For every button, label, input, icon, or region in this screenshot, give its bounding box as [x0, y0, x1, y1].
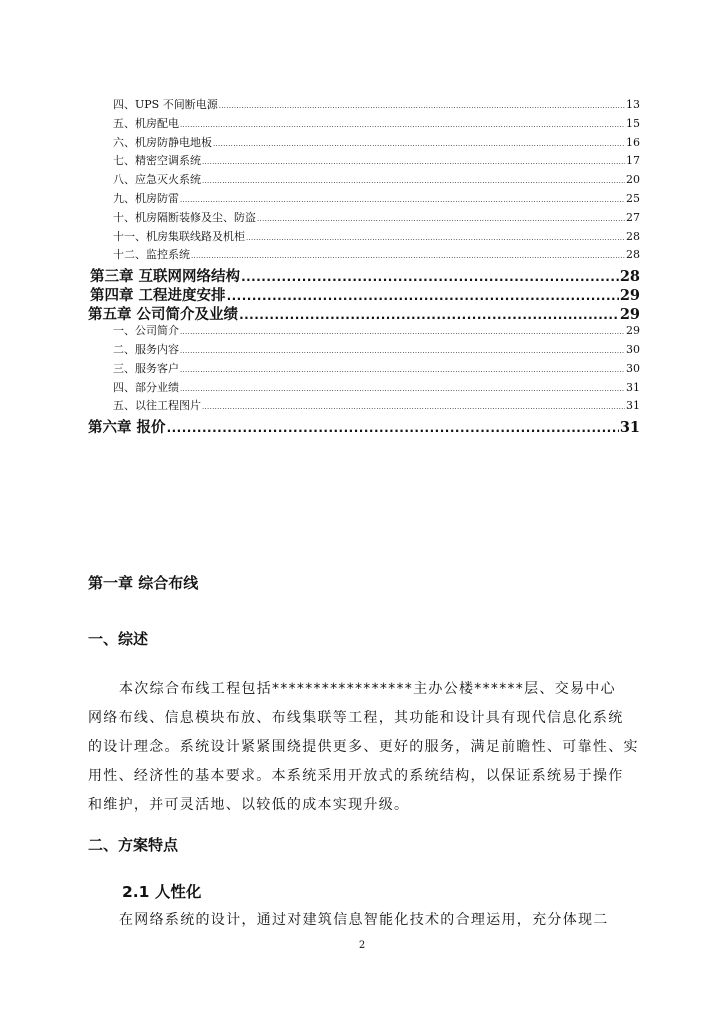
toc-entry-label: 七、精密空调系统: [113, 154, 201, 168]
toc-section-entry[interactable]: [88, 228, 640, 247]
toc-dot-leader: [219, 102, 625, 110]
toc-entry-page-number: 30: [626, 361, 640, 375]
toc-section-entry[interactable]: [88, 115, 640, 134]
toc-entry-page-number: 29: [619, 287, 640, 305]
toc-entry-page-number: 30: [626, 342, 640, 356]
paragraph-line: 和维护，并可灵活地、以较低的成本实现升级。: [88, 797, 410, 813]
toc-section-entry[interactable]: [88, 134, 640, 153]
toc-section-entry[interactable]: [88, 246, 640, 265]
toc-section-entry[interactable]: [88, 397, 640, 416]
toc-dot-leader: [180, 385, 625, 393]
toc-dot-leader: [180, 328, 625, 336]
toc-dot-leader: [257, 215, 625, 223]
toc-entry-page-number: 17: [626, 154, 640, 168]
toc-dot-leader: [246, 234, 625, 242]
toc-entry-page-number: 31: [626, 399, 640, 413]
toc-entry-label: 九、机房防雷: [113, 191, 179, 205]
toc-dot-leader: [191, 252, 625, 260]
toc-entry-label: 八、应急灭火系统: [113, 173, 201, 187]
toc-dot-leader: [213, 140, 625, 148]
toc-entry-page-number: 15: [626, 116, 640, 130]
toc-entry-page-number: 31: [626, 380, 640, 394]
toc-entry-page-number: 31: [619, 419, 640, 437]
toc-entry-label: 一、公司简介: [113, 324, 179, 338]
toc-section-entry[interactable]: [88, 171, 640, 190]
chapter-title: 第一章 综合布线: [88, 574, 199, 592]
page-number: 2: [358, 940, 366, 951]
paragraph-line: 本次综合布线工程包括*****************主办公楼******层、交易中心: [119, 681, 616, 697]
toc-section-entry[interactable]: [88, 190, 640, 209]
toc-dot-leader: [239, 308, 619, 322]
toc-dot-leader: [202, 403, 625, 411]
toc-entry-page-number: 20: [626, 173, 640, 187]
toc-entry-label: 十、机房隔断装修及尘、防盗: [113, 210, 256, 224]
toc-section-entry[interactable]: [88, 379, 640, 398]
section-heading-features: 二、方案特点: [88, 836, 179, 854]
toc-dot-leader: [202, 177, 625, 185]
toc-entry-label: 五、机房配电: [113, 116, 179, 130]
toc-dot-leader: [180, 347, 625, 355]
toc-entry-label: 第五章 公司简介及业绩: [88, 306, 239, 324]
toc-section-entry[interactable]: [88, 360, 640, 379]
toc-chapter-entry[interactable]: [88, 303, 640, 322]
toc-chapter-entry[interactable]: [88, 284, 640, 303]
toc-dot-leader: [167, 421, 619, 435]
toc-entry-label: 十一、机房集联线路及机柜: [113, 229, 245, 243]
toc-entry-page-number: 13: [626, 98, 640, 111]
toc-dot-leader: [180, 196, 625, 204]
toc-entry-label: 第四章 工程进度安排: [90, 287, 226, 305]
subsection-paragraph: 在网络系统的设计，通过对建筑信息智能化技术的合理运用，充分体现二: [119, 912, 609, 928]
toc-entry-label: 第六章 报价: [88, 419, 166, 437]
paragraph-line: 用性、经济性的基本要求。本系统采用开放式的系统结构，以保证系统易于操作: [88, 768, 624, 784]
toc-entry-page-number: 28: [619, 268, 640, 286]
toc-entry-page-number: 28: [626, 229, 640, 243]
toc-entry-label: 第三章 互联网网络结构: [90, 268, 241, 286]
toc-chapter-entry[interactable]: [88, 416, 640, 435]
toc-dot-leader: [180, 121, 625, 129]
toc-entry-page-number: 29: [626, 324, 640, 338]
toc-entry-label: 六、机房防静电地板: [113, 135, 212, 149]
toc-entry-page-number: 16: [626, 135, 640, 149]
table-of-contents: [88, 96, 640, 435]
toc-section-entry[interactable]: [88, 96, 640, 115]
toc-dot-leader: [202, 158, 625, 166]
subsection-heading-humanization: 2.1 人性化: [122, 883, 202, 901]
toc-entry-label: 十二、监控系统: [113, 248, 190, 262]
toc-entry-label: 五、以往工程图片: [113, 399, 201, 413]
toc-section-entry[interactable]: [88, 341, 640, 360]
toc-entry-page-number: 29: [619, 306, 640, 324]
toc-section-entry[interactable]: [88, 209, 640, 228]
toc-dot-leader: [180, 366, 625, 374]
toc-entry-label: 四、部分业绩: [113, 380, 179, 394]
paragraph-line: 的设计理念。系统设计紧紧围绕提供更多、更好的服务，满足前瞻性、可靠性、实: [88, 739, 639, 755]
toc-entry-page-number: 28: [626, 248, 640, 262]
toc-dot-leader: [227, 289, 619, 303]
toc-entry-page-number: 27: [626, 210, 640, 224]
paragraph-line: 网络布线、信息模块布放、布线集联等工程，其功能和设计具有现代信息化系统: [88, 710, 624, 726]
section-heading-overview: 一、综述: [88, 630, 149, 648]
toc-entry-label: 三、服务客户: [113, 361, 179, 375]
toc-section-entry[interactable]: [88, 322, 640, 341]
toc-entry-label: 四、UPS 不间断电源: [113, 98, 218, 111]
toc-entry-label: 二、服务内容: [113, 342, 179, 356]
toc-section-entry[interactable]: [88, 152, 640, 171]
toc-chapter-entry[interactable]: [88, 265, 640, 284]
toc-entry-page-number: 25: [626, 191, 640, 205]
toc-dot-leader: [241, 270, 619, 284]
